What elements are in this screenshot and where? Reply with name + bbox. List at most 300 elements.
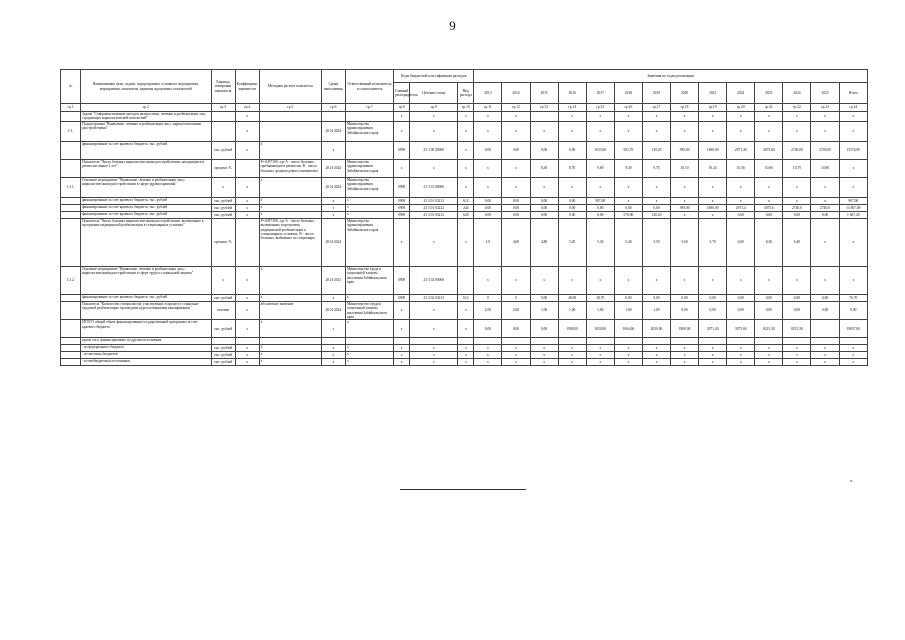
cell-year-value: х	[558, 266, 586, 294]
cell-kbk-cs: х	[410, 218, 458, 266]
cell-year-value: 1,00	[586, 301, 614, 320]
header-year: 2018	[614, 83, 642, 104]
cell-name: - из местных бюджетов	[81, 352, 211, 359]
cell-name: Подпрограмма "Выявление, лечение и реабилитация лиц с наркологическими расстройствами"	[81, 121, 211, 141]
cell-year-value: х	[474, 266, 502, 294]
header-year: 2017	[586, 83, 614, 104]
cell-unit: тыс. рублей	[211, 204, 235, 211]
cell-year-value: х	[614, 197, 642, 204]
cell-executor: Министерство здравоохранения Забайкальского края	[345, 159, 393, 177]
cell-year-value: х	[811, 112, 839, 122]
cell-year-value: х	[586, 177, 614, 197]
cell-year-value	[530, 112, 558, 122]
cell-kbk-cs: х	[410, 345, 458, 352]
cell-total: х	[839, 218, 867, 266]
cell-year-value: х	[811, 359, 839, 366]
cell-year-value: 0,00	[474, 211, 502, 218]
cell-year-value: х	[755, 359, 783, 366]
cell-year-value: 2740,0	[811, 204, 839, 211]
cell-year-value: х	[614, 352, 642, 359]
cell-year-value: 570,00	[614, 211, 642, 218]
column-number: гр.12	[502, 104, 530, 112]
cell-year-value: х	[783, 197, 811, 204]
cell-year-value: 8,30	[530, 159, 558, 177]
cell-unit: тыс. рублей	[211, 211, 235, 218]
cell-name: финансирование за счет краевого бюджета, тыс. рублей	[81, 211, 211, 218]
cell-year-value: х	[558, 359, 586, 366]
cell-kbk-cs: 23 3 01 00000	[410, 177, 458, 197]
column-number: гр.2	[81, 104, 211, 112]
cell-num	[61, 159, 81, 177]
cell-total: 1 667,20	[839, 211, 867, 218]
header-year: 2015	[530, 83, 558, 104]
cell-total: 13 807,00	[839, 204, 867, 211]
cell-coef: х	[235, 197, 259, 204]
cell-year-value: х	[811, 121, 839, 141]
cell-executor: х	[345, 359, 393, 366]
cell-kbk-vr: х	[458, 177, 474, 197]
column-number: гр.20	[727, 104, 755, 112]
cell-total: 987,00	[839, 197, 867, 204]
cell-year-value: 0,00	[671, 301, 699, 320]
cell-num	[61, 352, 81, 359]
cell-coef: х	[235, 359, 259, 366]
cell-year-value: х	[783, 121, 811, 141]
cell-year-value: 0,00	[558, 204, 586, 211]
column-number-row	[61, 104, 868, 112]
cell-period	[321, 112, 345, 122]
cell-year-value: х	[783, 177, 811, 197]
cell-method	[259, 121, 321, 141]
cell-year-value	[755, 338, 783, 345]
cell-year-value: х	[671, 266, 699, 294]
cell-kbk-cs: х	[410, 112, 458, 122]
cell-year-value: х	[811, 177, 839, 197]
cell-year-value: 0,00	[811, 301, 839, 320]
cell-year-value: х	[530, 345, 558, 352]
cell-method	[259, 112, 321, 122]
cell-total	[839, 338, 867, 345]
cell-year-value: 0,00	[474, 320, 502, 338]
header-coef: Коэффициент значимости	[235, 70, 259, 104]
cell-name: Задача "Совершенствование методов диагностики, лечения и реабилитации лиц, страдающих наркологической патологией"	[81, 112, 211, 122]
cell-period	[321, 338, 345, 345]
cell-period: 2014-2024	[321, 159, 345, 177]
cell-executor	[345, 338, 393, 345]
header-year: 2016	[558, 83, 586, 104]
cell-year-value: х	[755, 266, 783, 294]
cell-year-value	[474, 338, 502, 345]
cell-year-value: 0,00	[727, 301, 755, 320]
cell-year-value	[530, 338, 558, 345]
cell-method	[259, 338, 321, 345]
cell-year-value: 0,00	[530, 294, 558, 301]
cell-year-value: х	[727, 112, 755, 122]
cell-year-value: 0,00	[558, 141, 586, 159]
cell-coef: х	[235, 301, 259, 320]
cell-kbk-vr: х	[458, 320, 474, 338]
cell-year-value: х	[474, 177, 502, 197]
cell-coef	[235, 159, 259, 177]
table-header	[61, 70, 868, 112]
header-kbk-gr: Главный распорядитель	[394, 83, 410, 104]
cell-year-value: х	[727, 345, 755, 352]
cell-kbk-vr: 620	[458, 211, 474, 218]
cell-year-value: 1,00	[614, 301, 642, 320]
cell-total: 9,00	[839, 301, 867, 320]
column-number: гр.1	[61, 104, 81, 112]
table-row	[61, 338, 868, 345]
cell-total: 15574,90	[839, 141, 867, 159]
table-row	[61, 320, 868, 338]
cell-year-value: 6,30	[755, 218, 783, 266]
cell-year-value: х	[811, 352, 839, 359]
cell-year-value: 2971,40	[727, 141, 755, 159]
cell-coef: х	[235, 121, 259, 141]
cell-total: х	[839, 266, 867, 294]
cell-kbk-gr: х	[394, 352, 410, 359]
header-values: Значения по годам реализации	[474, 70, 868, 83]
cell-kbk-cs: 23 3 02 00000	[410, 266, 458, 294]
cell-year-value: 0,00	[755, 301, 783, 320]
cell-year-value: 0	[474, 294, 502, 301]
cell-year-value: х	[474, 345, 502, 352]
cell-year-value: х	[699, 112, 727, 122]
cell-year-value: 10,43	[699, 159, 727, 177]
cell-year-value: х	[783, 266, 811, 294]
cell-year-value: х	[671, 359, 699, 366]
cell-kbk-vr: х	[458, 301, 474, 320]
cell-year-value: х	[530, 359, 558, 366]
cell-year-value: х	[586, 345, 614, 352]
column-number: гр.4	[235, 104, 259, 112]
cell-year-value: 8215,30	[783, 320, 811, 338]
cell-year-value: х	[699, 121, 727, 141]
cell-year-value: 6,00	[727, 218, 755, 266]
cell-year-value: 5,20	[558, 218, 586, 266]
cell-kbk-gr: х	[394, 345, 410, 352]
cell-year-value: х	[699, 177, 727, 197]
cell-executor	[345, 141, 393, 159]
cell-year-value: х	[727, 197, 755, 204]
cell-year-value: 1,00	[642, 301, 670, 320]
cell-year-value: 0,00	[755, 211, 783, 218]
cell-year-value: 9,70	[642, 159, 670, 177]
column-number: гр.3	[211, 104, 235, 112]
cell-method: х	[259, 345, 321, 352]
cell-kbk-vr: х	[458, 159, 474, 177]
cell-year-value: х	[755, 352, 783, 359]
cell-year-value: х	[502, 177, 530, 197]
cell-year-value: х	[558, 352, 586, 359]
program-table	[60, 69, 868, 366]
column-number: гр.22	[783, 104, 811, 112]
cell-name: финансирование за счет краевого бюджета, тыс. рублей	[81, 204, 211, 211]
cell-kbk-cs: х	[410, 159, 458, 177]
cell-kbk-vr: 244	[458, 204, 474, 211]
cell-unit: тыс. рублей	[211, 320, 235, 338]
cell-kbk-vr: х	[458, 112, 474, 122]
cell-period: х	[321, 197, 345, 204]
cell-name: - из федерального бюджета	[81, 345, 211, 352]
cell-year-value: х	[530, 121, 558, 141]
cell-year-value: 0,00	[671, 294, 699, 301]
cell-kbk-cs	[410, 338, 458, 345]
cell-year-value: 1050,00	[586, 320, 614, 338]
table-row	[61, 177, 868, 197]
column-number: гр.24	[839, 104, 867, 112]
cell-year-value: х	[642, 345, 670, 352]
cell-method: х	[259, 294, 321, 301]
cell-kbk-vr	[458, 266, 474, 294]
cell-total: х	[839, 345, 867, 352]
cell-year-value: х	[671, 345, 699, 352]
cell-kbk-gr: х	[394, 320, 410, 338]
cell-executor: Министерство здравоохранения Забайкальского края	[345, 121, 393, 141]
cell-num	[61, 218, 81, 266]
table-row	[61, 112, 868, 122]
cell-num	[61, 211, 81, 218]
cell-year-value: х	[642, 121, 670, 141]
cell-name: финансирование за счет краевого бюджета, тыс. рублей	[81, 141, 211, 159]
header-year: 2019	[642, 83, 670, 104]
cell-year-value	[558, 338, 586, 345]
cell-year-value: 1064,60	[614, 320, 642, 338]
cell-year-value: 6,40	[783, 218, 811, 266]
cell-year-value: х	[502, 266, 530, 294]
column-number: гр.19	[699, 104, 727, 112]
cell-year-value: 1,00	[558, 301, 586, 320]
cell-year-value: х	[474, 352, 502, 359]
cell-year-value: 0,00	[699, 301, 727, 320]
cell-period: 2014-2024	[321, 301, 345, 320]
bottom-rule	[400, 489, 526, 490]
cell-year-value: 0,00	[642, 204, 670, 211]
cell-kbk-gr: х	[394, 359, 410, 366]
cell-year-value: х	[502, 112, 530, 122]
cell-year-value: 5,70	[699, 218, 727, 266]
cell-year-value: 0,00	[474, 141, 502, 159]
cell-unit	[211, 112, 235, 122]
cell-year-value: х	[755, 112, 783, 122]
cell-coef: х	[235, 211, 259, 218]
cell-year-value: х	[474, 112, 502, 122]
cell-year-value: 0,00	[642, 294, 670, 301]
cell-year-value: 0,00	[783, 294, 811, 301]
cell-coef: х	[235, 320, 259, 338]
cell-name: финансирование за счет краевого бюджета, тыс. рублей	[81, 294, 211, 301]
cell-year-value	[811, 338, 839, 345]
cell-year-value: х	[502, 345, 530, 352]
cell-year-value: х	[502, 352, 530, 359]
cell-unit: тыс. рублей	[211, 352, 235, 359]
cell-year-value: 1,9	[474, 218, 502, 266]
header-year: 2024	[783, 83, 811, 104]
cell-kbk-gr: х	[394, 121, 410, 141]
cell-kbk-cs: 23 3 01 03212	[410, 211, 458, 218]
cell-kbk-cs: 23 3 01 03212	[410, 197, 458, 204]
cell-year-value: х	[474, 359, 502, 366]
cell-num	[61, 141, 81, 159]
cell-unit: тыс. рублей	[211, 197, 235, 204]
cell-executor: х	[345, 197, 393, 204]
cell-period: х	[321, 345, 345, 352]
cell-year-value: х	[671, 211, 699, 218]
cell-kbk-gr: х	[394, 218, 410, 266]
cell-name: ИТОГО общий объем финансирования государственной программы за счет краевого бюджета	[81, 320, 211, 338]
cell-year-value: х	[671, 197, 699, 204]
cell-kbk-cs: х	[410, 121, 458, 141]
cell-unit	[211, 121, 235, 141]
column-number: гр.17	[642, 104, 670, 112]
cell-coef: х	[235, 204, 259, 211]
cell-kbk-cs: х	[410, 301, 458, 320]
header-kbk-vr: Вид расхода	[458, 83, 474, 104]
table-row	[61, 159, 868, 177]
table-row	[61, 294, 868, 301]
cell-total: х	[839, 121, 867, 141]
cell-num: 1.3.	[61, 121, 81, 141]
cell-period: 2014-2024	[321, 218, 345, 266]
cell-year-value: 3075,60	[755, 141, 783, 159]
cell-coef: х	[235, 112, 259, 122]
cell-executor: х	[345, 294, 393, 301]
cell-kbk-gr: 0909	[394, 141, 410, 159]
cell-year-value: 0,00	[699, 294, 727, 301]
cell-year-value: 0,00	[783, 211, 811, 218]
cell-executor: х	[345, 211, 393, 218]
cell-kbk-gr: 0909	[394, 197, 410, 204]
header-unit: Единица измерения показателя	[211, 70, 235, 104]
cell-year-value: 0,00	[586, 211, 614, 218]
cell-year-value: 0,00	[502, 320, 530, 338]
cell-total: х	[839, 177, 867, 197]
cell-year-value: х	[671, 112, 699, 122]
cell-year-value: 2030,00	[642, 320, 670, 338]
cell-year-value: 0,00	[530, 141, 558, 159]
cell-name: Основное мероприятие "Выявление, лечение и реабилитация лиц с наркологическими расстройствами в сфере труда и социальной защиты"	[81, 266, 211, 294]
column-number: гр.16	[614, 104, 642, 112]
cell-year-value: х	[502, 159, 530, 177]
table-row	[61, 141, 868, 159]
cell-year-value: 0,00	[614, 294, 642, 301]
cell-kbk-gr: х	[394, 301, 410, 320]
cell-year-value: х	[783, 112, 811, 122]
cell-coef: х	[235, 266, 259, 294]
cell-year-value: х	[586, 121, 614, 141]
cell-year-value: х	[699, 345, 727, 352]
closing-mark: ».	[850, 479, 854, 484]
cell-year-value: 5,30	[586, 218, 614, 266]
cell-year-value: 10,60	[755, 159, 783, 177]
header-executor: Ответственный исполнитель и соисполнитель	[345, 70, 393, 104]
header-year: 2022	[727, 83, 755, 104]
cell-unit: х	[211, 266, 235, 294]
cell-year-value: 0,00	[811, 294, 839, 301]
cell-year-value: 1690,00	[699, 204, 727, 211]
cell-year-value: 48,00	[558, 294, 586, 301]
cell-year-value: 0,00	[502, 141, 530, 159]
cell-year-value: 0,00	[755, 294, 783, 301]
cell-year-value: 0	[502, 294, 530, 301]
cell-unit: х	[211, 177, 235, 197]
cell-year-value: 0,00	[558, 211, 586, 218]
cell-year-value: 28,70	[586, 294, 614, 301]
cell-year-value: 0,00	[474, 204, 502, 211]
cell-num: 1.3.1.	[61, 177, 81, 197]
cell-num	[61, 204, 81, 211]
cell-year-value: 4,80	[530, 218, 558, 266]
cell-year-value: х	[727, 121, 755, 141]
cell-year-value: 1690,00	[699, 141, 727, 159]
cell-year-value	[586, 338, 614, 345]
cell-kbk-vr: 612	[458, 294, 474, 301]
cell-kbk-gr: 0909	[394, 177, 410, 197]
cell-year-value: х	[755, 345, 783, 352]
header-total: Итого	[839, 83, 867, 104]
cell-year-value: х	[755, 177, 783, 197]
cell-period: х	[321, 359, 345, 366]
cell-year-value: х	[727, 359, 755, 366]
cell-year-value	[502, 338, 530, 345]
cell-unit: тыс. рублей	[211, 141, 235, 159]
cell-kbk-vr: х	[458, 359, 474, 366]
cell-year-value: х	[783, 359, 811, 366]
cell-kbk-vr: х	[458, 121, 474, 141]
cell-year-value: х	[614, 121, 642, 141]
cell-year-value: х	[586, 112, 614, 122]
cell-year-value: х	[474, 159, 502, 177]
cell-year-value: 9,00	[586, 159, 614, 177]
cell-coef: х	[235, 141, 259, 159]
cell-num	[61, 320, 81, 338]
cell-year-value: х	[614, 266, 642, 294]
page-number: 9	[449, 18, 456, 33]
cell-year-value: х	[642, 197, 670, 204]
cell-unit: тыс. рублей	[211, 294, 235, 301]
cell-year-value: 590,00	[671, 141, 699, 159]
cell-total: х	[839, 352, 867, 359]
cell-num	[61, 301, 81, 320]
cell-year-value: х	[614, 177, 642, 197]
cell-year-value: 0,00	[530, 197, 558, 204]
cell-year-value: х	[727, 177, 755, 197]
column-number: гр.8	[394, 104, 410, 112]
cell-year-value: х	[614, 112, 642, 122]
cell-period: 2014-2024	[321, 177, 345, 197]
cell-year-value: х	[642, 359, 670, 366]
cell-kbk-cs: х	[410, 352, 458, 359]
cell-name: Показатель "Число больных наркологическими расстройствами, находящихся в ремиссии свыше 2 лет"	[81, 159, 211, 177]
cell-year-value: 129,20	[642, 141, 670, 159]
column-number: гр.13	[530, 104, 558, 112]
cell-kbk-cs: 23 3 01 03212	[410, 204, 458, 211]
cell-year-value	[783, 338, 811, 345]
column-number: гр.23	[811, 104, 839, 112]
cell-period: х	[321, 141, 345, 159]
cell-method: абсолютное значение	[259, 301, 321, 320]
cell-total: х	[839, 159, 867, 177]
cell-num	[61, 345, 81, 352]
cell-year-value	[727, 338, 755, 345]
cell-year-value: х	[642, 266, 670, 294]
cell-year-value: 2740,0	[783, 204, 811, 211]
cell-kbk-gr: х	[394, 159, 410, 177]
cell-year-value: 4,00	[502, 218, 530, 266]
cell-year-value: 0,00	[811, 211, 839, 218]
cell-year-value: 10,56	[727, 159, 755, 177]
cell-num: 1.3.2.	[61, 266, 81, 294]
